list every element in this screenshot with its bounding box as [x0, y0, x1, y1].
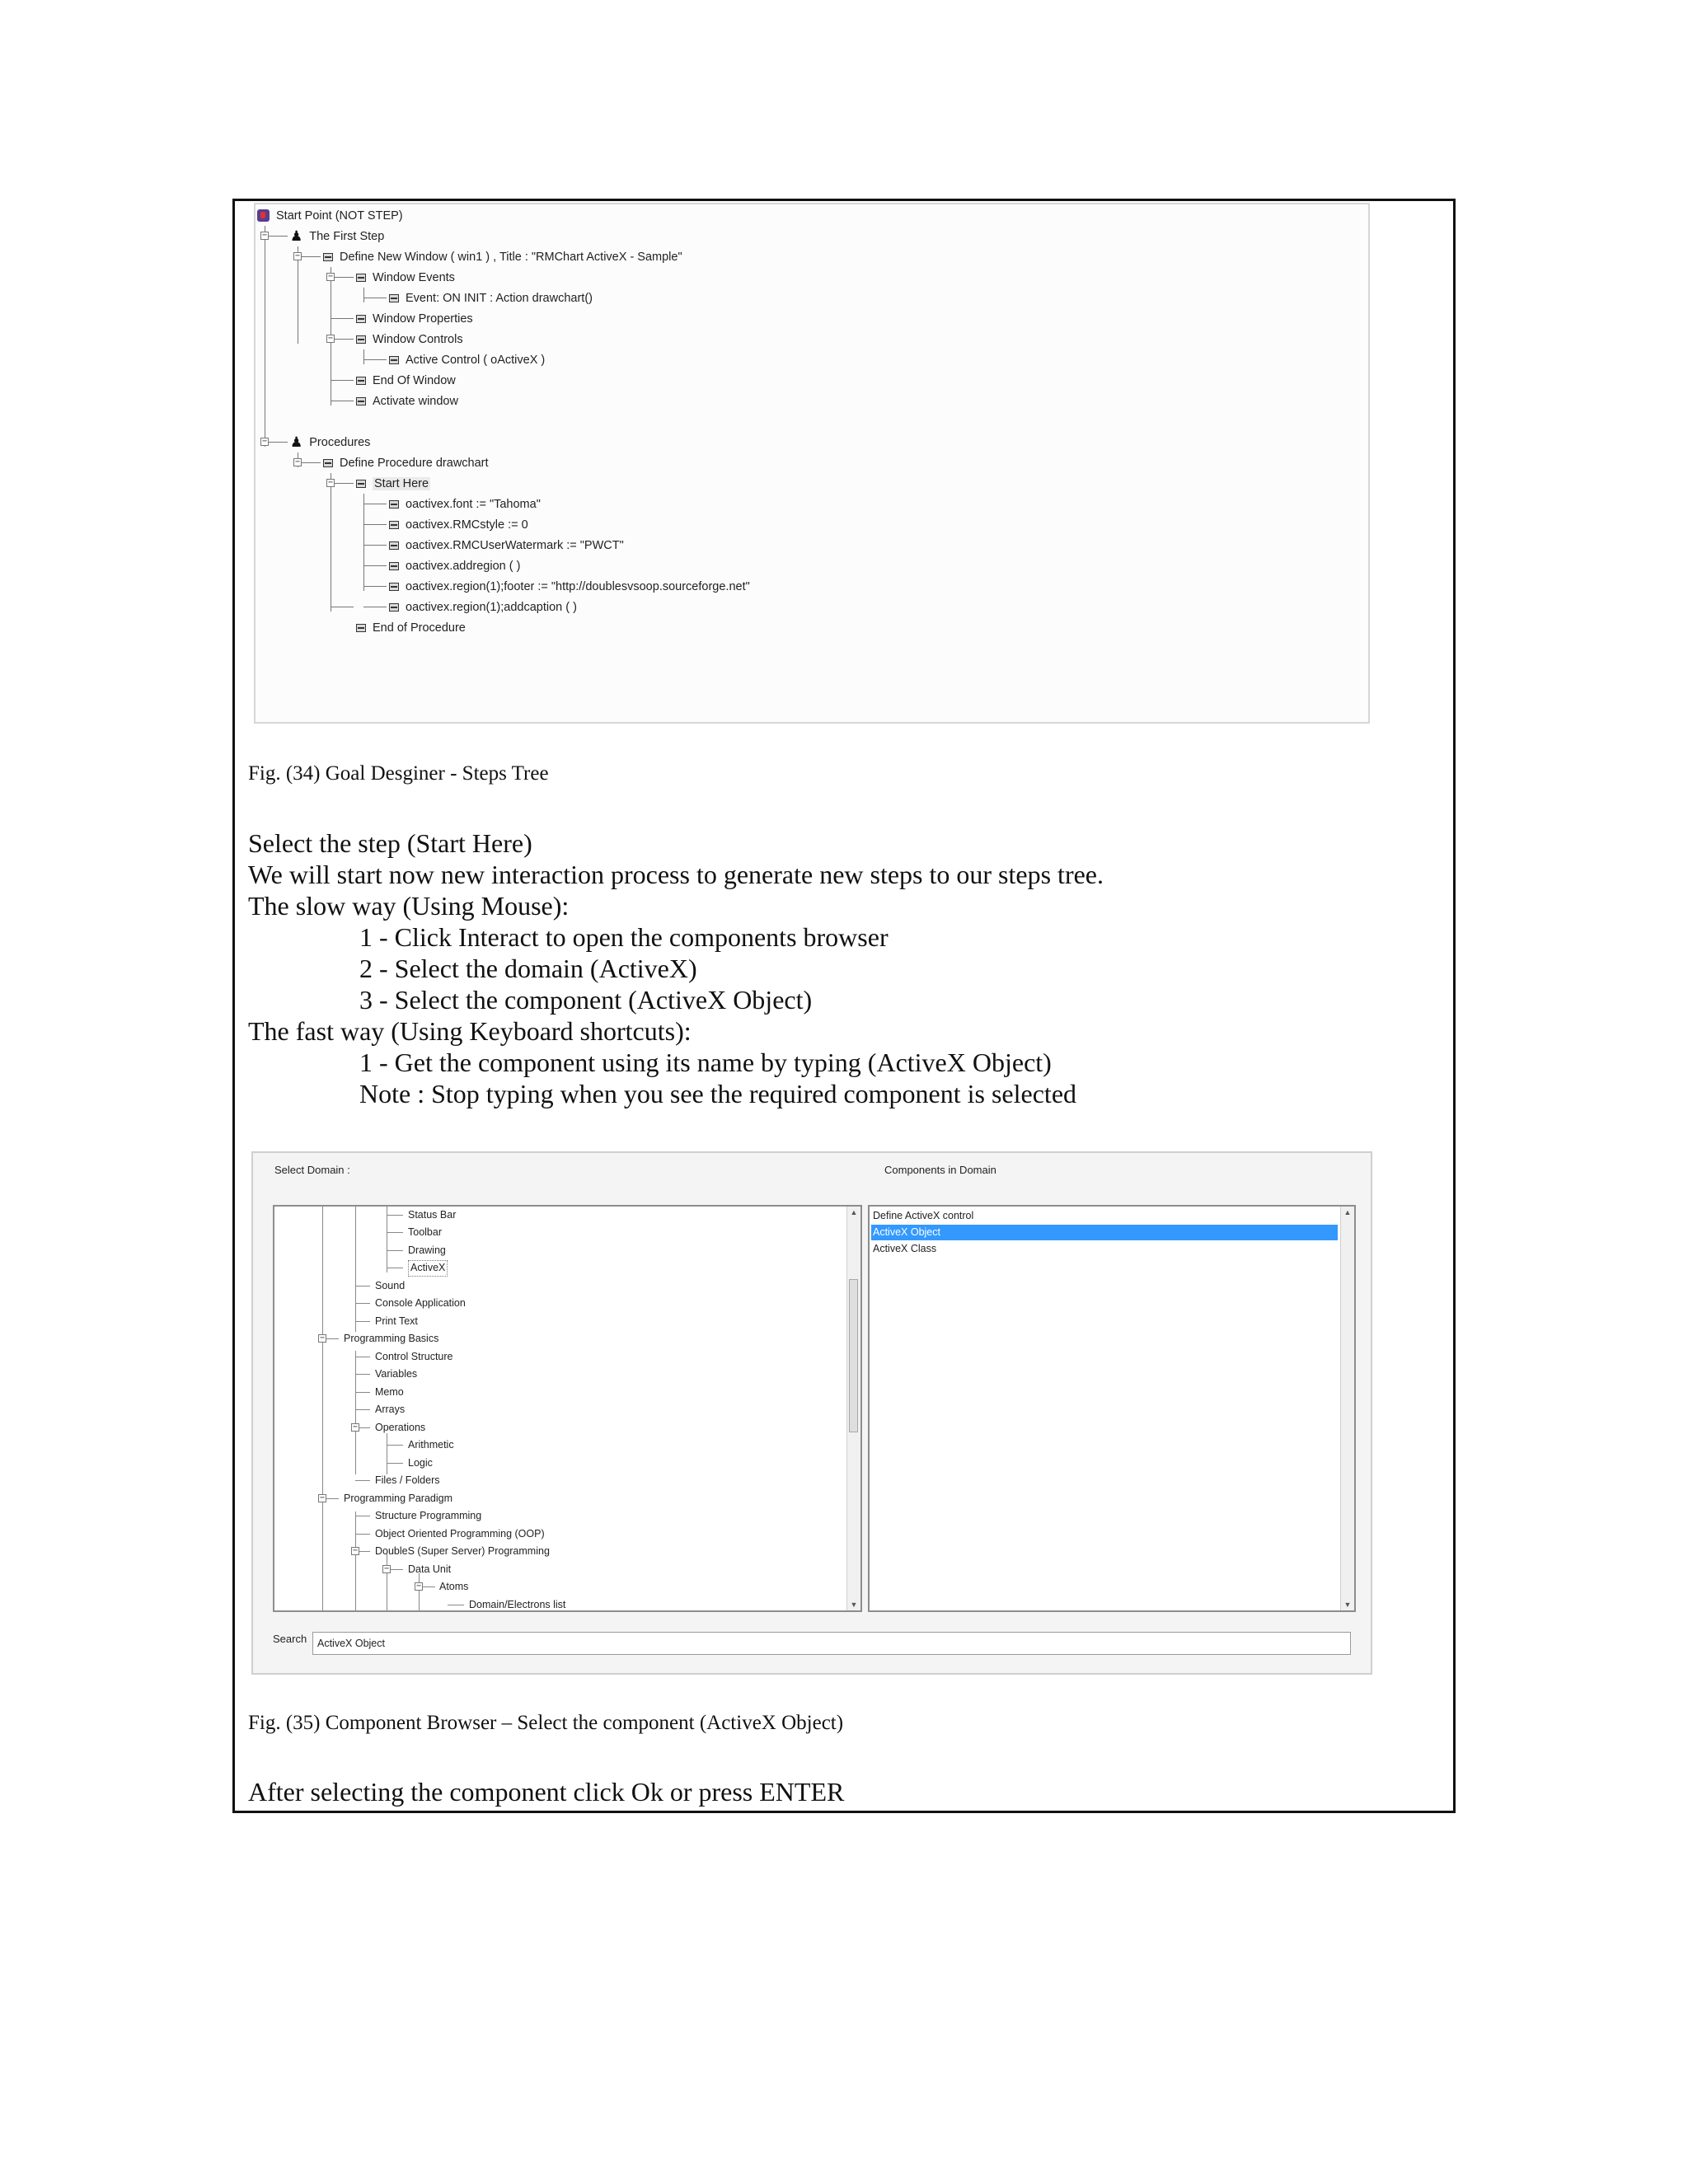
step-icon — [323, 459, 333, 467]
tree-node[interactable]: oactivex.RMCstyle := 0 — [389, 514, 528, 535]
tree-node[interactable]: Activate window — [356, 391, 458, 411]
tree-node-selected[interactable]: Start Here — [356, 473, 430, 494]
step-person-icon: ♟ — [290, 228, 303, 244]
domain-item[interactable]: Data Unit — [408, 1563, 452, 1575]
steps-tree-screenshot — [254, 203, 1370, 724]
domain-item[interactable]: Domain/Electrons list — [469, 1599, 566, 1610]
scroll-up-arrow-icon[interactable]: ▲ — [1343, 1208, 1352, 1216]
component-item[interactable]: ActiveX Class — [873, 1243, 937, 1254]
tree-node[interactable]: oactivex.RMCUserWatermark := "PWCT" — [389, 535, 624, 555]
tree-node[interactable]: End of Procedure — [356, 617, 466, 638]
domain-item[interactable]: Object Oriented Programming (OOP) — [375, 1528, 545, 1540]
figure-caption: Fig. (34) Goal Desginer - Steps Tree — [248, 762, 549, 785]
step-icon — [356, 480, 366, 488]
step-icon — [356, 335, 366, 344]
tree-node[interactable]: oactivex.region(1);addcaption ( ) — [389, 597, 577, 617]
domain-item[interactable]: DoubleS (Super Server) Programming — [375, 1545, 550, 1557]
figure-caption: Fig. (35) Component Browser – Select the component (ActiveX Object) — [248, 1712, 844, 1734]
instruction-line: We will start now new interaction process to generate new steps to our steps tree. — [248, 860, 1104, 889]
step-icon — [389, 562, 399, 570]
expand-toggle-icon[interactable]: − — [294, 251, 301, 260]
step-icon — [389, 603, 399, 612]
scroll-up-arrow-icon[interactable]: ▲ — [850, 1208, 858, 1216]
expand-toggle-icon[interactable]: − — [327, 478, 334, 487]
expand-toggle-icon[interactable]: − — [352, 1422, 359, 1432]
instruction-note: Note : Stop typing when you see the required component is selected — [359, 1079, 1077, 1108]
tree-node[interactable]: oactivex.font := "Tahoma" — [389, 494, 541, 514]
domain-item[interactable]: Programming Basics — [344, 1333, 439, 1344]
tree-node[interactable]: Window Events — [356, 267, 455, 288]
instruction-step: 3 - Select the component (ActiveX Object) — [359, 985, 813, 1015]
instruction-line: The slow way (Using Mouse): — [248, 891, 570, 921]
expand-toggle-icon[interactable]: − — [383, 1564, 390, 1573]
tree-node[interactable]: Window Controls — [356, 329, 463, 349]
step-person-icon: ♟ — [290, 434, 303, 450]
search-input[interactable]: ActiveX Object — [312, 1632, 1351, 1655]
instruction-line: The fast way (Using Keyboard shortcuts): — [248, 1016, 692, 1046]
domain-item-selected[interactable]: ActiveX — [408, 1260, 448, 1277]
step-icon — [389, 294, 399, 302]
search-label: Search — [273, 1633, 307, 1645]
tree-node[interactable]: oactivex.region(1);footer := "http://doublesvsoop.sourceforge.net" — [389, 576, 750, 597]
domain-item[interactable]: Sound — [375, 1280, 406, 1291]
step-icon — [356, 377, 366, 385]
expand-toggle-icon[interactable]: − — [327, 272, 334, 281]
tree-node[interactable]: Active Control ( oActiveX ) — [389, 349, 545, 370]
scroll-down-arrow-icon[interactable]: ▼ — [850, 1601, 858, 1609]
domain-scrollbar[interactable] — [846, 1207, 860, 1610]
domain-item[interactable]: Print Text — [375, 1315, 418, 1327]
step-icon — [389, 541, 399, 550]
select-domain-label: Select Domain : — [274, 1164, 350, 1176]
step-icon — [356, 274, 366, 282]
tree-node[interactable]: Define New Window ( win1 ) , Title : "RMChart ActiveX - Sample" — [323, 246, 682, 267]
scroll-down-arrow-icon[interactable]: ▼ — [1343, 1601, 1352, 1609]
domain-item[interactable]: Variables — [375, 1368, 418, 1380]
expand-toggle-icon[interactable]: − — [319, 1333, 326, 1343]
tree-node[interactable]: oactivex.addregion ( ) — [389, 555, 520, 576]
tree-node[interactable]: ♟ The First Step — [290, 228, 385, 244]
step-icon — [356, 315, 366, 323]
domain-item[interactable]: Structure Programming — [375, 1510, 482, 1521]
expand-toggle-icon[interactable]: − — [261, 437, 268, 446]
domain-item[interactable]: Status Bar — [408, 1209, 457, 1221]
tree-node[interactable]: Start Point (NOT STEP) — [257, 205, 403, 226]
tree-node[interactable]: End Of Window — [356, 370, 456, 391]
tree-node[interactable]: ♟ Procedures — [290, 434, 371, 450]
domain-tree[interactable] — [273, 1205, 862, 1612]
domain-item[interactable]: Programming Paradigm — [344, 1493, 452, 1504]
domain-item[interactable]: Toolbar — [408, 1226, 442, 1238]
domain-item[interactable]: Logic — [408, 1457, 433, 1469]
instruction-step: 1 - Get the component using its name by typing (ActiveX Object) — [359, 1047, 1052, 1077]
domain-item[interactable]: Arithmetic — [408, 1439, 454, 1451]
domain-item[interactable]: Arrays — [375, 1404, 406, 1415]
expand-toggle-icon[interactable]: − — [319, 1493, 326, 1502]
instruction-step: 2 - Select the domain (ActiveX) — [359, 954, 697, 983]
domain-item[interactable]: Operations — [375, 1422, 426, 1433]
component-item[interactable]: Define ActiveX control — [873, 1210, 974, 1221]
closing-instruction: After selecting the component click Ok or press ENTER — [248, 1777, 845, 1807]
domain-item[interactable]: Files / Folders — [375, 1474, 440, 1486]
expand-toggle-icon[interactable]: − — [415, 1582, 422, 1591]
instruction-line: Select the step (Start Here) — [248, 828, 532, 858]
domain-item[interactable]: Control Structure — [375, 1351, 453, 1362]
component-item-selected[interactable]: ActiveX Object — [871, 1225, 1338, 1240]
tree-node[interactable]: Define Procedure drawchart — [323, 452, 489, 473]
domain-item[interactable]: Atoms — [439, 1581, 469, 1592]
expand-toggle-icon[interactable]: − — [352, 1546, 359, 1555]
component-browser-screenshot — [251, 1151, 1372, 1675]
expand-toggle-icon[interactable]: − — [327, 334, 334, 343]
domain-item[interactable]: Memo — [375, 1386, 404, 1398]
step-icon — [356, 624, 366, 632]
components-scrollbar[interactable] — [1340, 1207, 1354, 1610]
step-icon — [323, 253, 333, 261]
step-icon — [389, 521, 399, 529]
domain-item[interactable]: Drawing — [408, 1244, 446, 1256]
domain-item[interactable]: Console Application — [375, 1297, 466, 1309]
components-in-domain-label: Components in Domain — [884, 1164, 996, 1176]
instruction-step: 1 - Click Interact to open the components browser — [359, 922, 889, 952]
step-icon — [389, 500, 399, 509]
expand-toggle-icon[interactable]: − — [261, 231, 268, 240]
step-icon — [356, 397, 366, 405]
step-icon — [389, 583, 399, 591]
step-icon — [389, 356, 399, 364]
tree-node[interactable]: Window Properties — [356, 308, 473, 329]
expand-toggle-icon[interactable]: − — [294, 457, 301, 466]
components-list[interactable] — [868, 1205, 1356, 1612]
scrollbar-thumb[interactable] — [849, 1279, 858, 1432]
start-point-icon — [257, 209, 270, 222]
tree-node[interactable]: Event: ON INIT : Action drawchart() — [389, 288, 593, 308]
